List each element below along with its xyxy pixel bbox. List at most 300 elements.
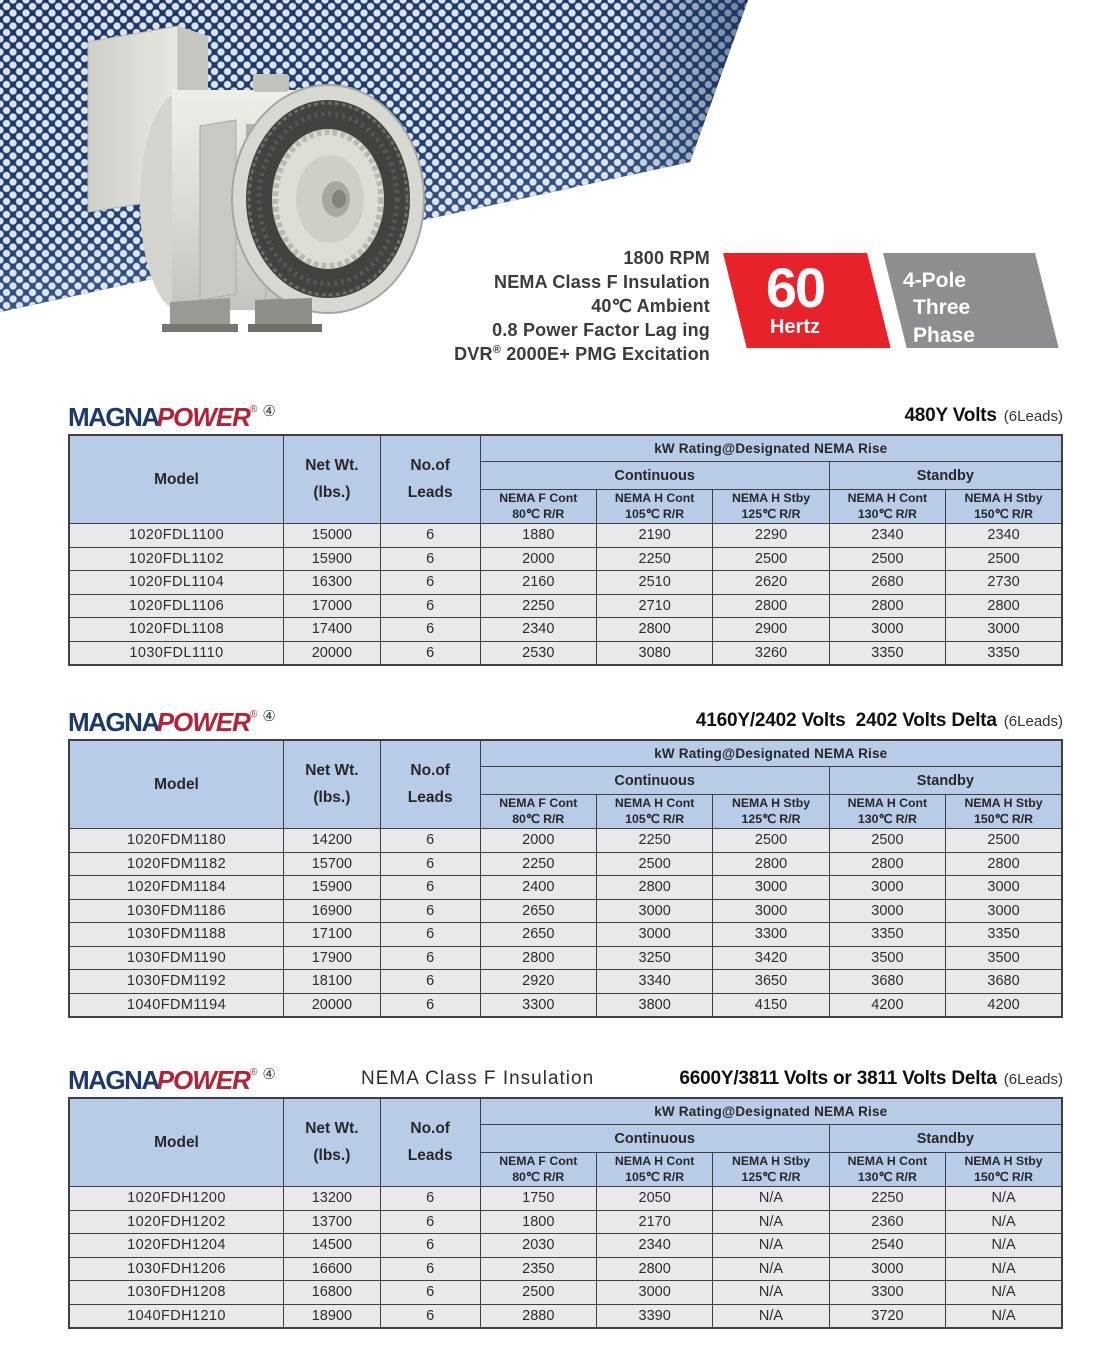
- temp-rise-line: 150℃ R/R: [974, 506, 1033, 521]
- rating-cell: 20000: [283, 641, 380, 665]
- rating-cell: 1750: [480, 1187, 596, 1211]
- rating-cell: 2880: [480, 1304, 596, 1328]
- rating-cell: 2160: [480, 571, 596, 595]
- table-block-header: [68, 1057, 1063, 1093]
- magnapower-logo: [68, 404, 276, 430]
- spec-line-ambient: 40℃ Ambient: [591, 296, 710, 316]
- rating-cell: 3800: [596, 993, 712, 1017]
- rating-cell: 3390: [596, 1304, 712, 1328]
- rating-cell: 18100: [283, 970, 380, 994]
- rating-cell: 2530: [480, 641, 596, 665]
- kw-rating-header: kW Rating@Designated NEMA Rise: [480, 740, 1062, 767]
- leads-line1: No.of: [410, 457, 450, 475]
- rating-cell: 6: [380, 1304, 480, 1328]
- rating-cell: 17100: [283, 923, 380, 947]
- rating-cell: 6: [380, 876, 480, 900]
- rating-cell: 6: [380, 524, 480, 548]
- rating-cell: 6: [380, 899, 480, 923]
- rating-cell: N/A: [713, 1187, 829, 1211]
- net-weight-line1: Net Wt.: [305, 1120, 359, 1138]
- rating-cell: 3000: [946, 899, 1062, 923]
- rating-cell: N/A: [713, 1210, 829, 1234]
- rating-cell: 2800: [829, 594, 945, 618]
- rating-cell: N/A: [946, 1304, 1062, 1328]
- spec-table: [68, 739, 1063, 1018]
- hertz-unit: Hertz: [769, 315, 820, 338]
- rating-cell: 20000: [283, 993, 380, 1017]
- table-row: [69, 993, 1062, 1017]
- rating-cell: 13200: [283, 1187, 380, 1211]
- rating-column-header: [946, 490, 1062, 524]
- rating-cell: 18900: [283, 1304, 380, 1328]
- rating-cell: 2500: [713, 547, 829, 571]
- table-title: [696, 710, 1063, 735]
- rating-cell: 3350: [946, 923, 1062, 947]
- rating-cell: 17900: [283, 946, 380, 970]
- rating-cell: 4150: [713, 993, 829, 1017]
- rating-column-header: [829, 1153, 945, 1187]
- rating-cell: 3300: [713, 923, 829, 947]
- rating-cell: 2340: [480, 618, 596, 642]
- rating-cell: 2500: [480, 1281, 596, 1305]
- rating-cell: 2340: [596, 1234, 712, 1258]
- rating-column-header: [713, 795, 829, 829]
- model-cell: 1030FDL1110: [69, 641, 283, 665]
- temp-rise-line: 125℃ R/R: [741, 506, 801, 521]
- model-cell: 1030FDM1186: [69, 899, 283, 923]
- table-row: [69, 1234, 1062, 1258]
- model-cell: 1020FDM1182: [69, 852, 283, 876]
- rating-cell: 2290: [713, 524, 829, 548]
- rating-cell: 2650: [480, 899, 596, 923]
- spec-line-power-factor: 0.8 Power Factor Lag ing: [492, 320, 710, 340]
- hertz-value: 60: [765, 256, 825, 320]
- model-cell: 1020FDH1204: [69, 1234, 283, 1258]
- rating-cell: 3680: [829, 970, 945, 994]
- table-row: [69, 594, 1062, 618]
- rating-cell: 2250: [596, 829, 712, 853]
- table-row: [69, 970, 1062, 994]
- rating-cell: 3350: [946, 641, 1062, 665]
- rating-column-header: [946, 795, 1062, 829]
- rating-cell: 2680: [829, 571, 945, 595]
- spec-line-insulation: NEMA Class F Insulation: [494, 272, 710, 292]
- rating-cell: N/A: [946, 1234, 1062, 1258]
- rating-cell: 2800: [596, 1257, 712, 1281]
- table-row: [69, 1281, 1062, 1305]
- rating-cell: 3350: [829, 923, 945, 947]
- rating-cell: N/A: [713, 1304, 829, 1328]
- rating-cell: 16300: [283, 571, 380, 595]
- rating-cell: 2500: [829, 547, 945, 571]
- rating-cell: 15900: [283, 547, 380, 571]
- rating-cell: 2340: [829, 524, 945, 548]
- rating-cell: 3000: [713, 876, 829, 900]
- rating-cell: 2510: [596, 571, 712, 595]
- rating-cell: 2190: [596, 524, 712, 548]
- rating-cell: 2250: [829, 1187, 945, 1211]
- nema-class-line: NEMA H Cont: [847, 1154, 928, 1169]
- temp-rise-line: 125℃ R/R: [741, 1169, 801, 1184]
- rating-column-header: [596, 795, 712, 829]
- temp-rise-line: 105℃ R/R: [625, 506, 685, 521]
- column-header-leads: [380, 1098, 480, 1187]
- rating-cell: 6: [380, 946, 480, 970]
- rating-cell: 2500: [829, 829, 945, 853]
- phase-label: Three Phase: [913, 296, 975, 347]
- rating-cell: 6: [380, 547, 480, 571]
- rating-cell: 2250: [480, 594, 596, 618]
- rating-cell: 3000: [713, 899, 829, 923]
- rating-cell: 2350: [480, 1257, 596, 1281]
- rating-cell: 2730: [946, 571, 1062, 595]
- rating-cell: 3650: [713, 970, 829, 994]
- rating-cell: 15700: [283, 852, 380, 876]
- mounting-foot: [255, 298, 312, 328]
- spec-line-rpm: 1800 RPM: [623, 248, 710, 268]
- model-cell: 1020FDL1100: [69, 524, 283, 548]
- rating-cell: N/A: [946, 1187, 1062, 1211]
- rating-cell: 13700: [283, 1210, 380, 1234]
- rating-cell: 6: [380, 641, 480, 665]
- temp-rise-line: 80℃ R/R: [512, 1169, 565, 1184]
- continuous-header: Continuous: [480, 1125, 829, 1153]
- column-header-net-weight: [283, 740, 380, 829]
- rating-cell: 2170: [596, 1210, 712, 1234]
- hertz-badge: [723, 253, 891, 348]
- rating-cell: N/A: [713, 1281, 829, 1305]
- rating-cell: 3420: [713, 946, 829, 970]
- rating-cell: N/A: [713, 1234, 829, 1258]
- column-header-model: Model: [69, 1098, 283, 1187]
- table-block-header: [68, 394, 1063, 430]
- model-cell: 1030FDM1190: [69, 946, 283, 970]
- footnote-mark: ④: [262, 708, 276, 725]
- model-cell: 1020FDL1104: [69, 571, 283, 595]
- standby-header: Standby: [829, 1125, 1062, 1153]
- column-header-net-weight: [283, 1098, 380, 1187]
- model-cell: 1030FDH1206: [69, 1257, 283, 1281]
- rating-cell: 3000: [946, 618, 1062, 642]
- table-row: [69, 946, 1062, 970]
- rating-cell: 6: [380, 829, 480, 853]
- temp-rise-line: 105℃ R/R: [625, 1169, 685, 1184]
- pole-phase-badge: [883, 253, 1059, 348]
- rating-cell: 14200: [283, 829, 380, 853]
- rating-cell: 2000: [480, 829, 596, 853]
- table-row: [69, 1187, 1062, 1211]
- net-weight-line1: Net Wt.: [305, 762, 359, 780]
- rating-cell: 2710: [596, 594, 712, 618]
- nema-class-line: NEMA H Cont: [614, 491, 695, 506]
- rating-cell: 2800: [596, 876, 712, 900]
- continuous-header: Continuous: [480, 767, 829, 795]
- rating-cell: 2000: [480, 547, 596, 571]
- rating-cell: 3000: [946, 876, 1062, 900]
- table-row: [69, 524, 1062, 548]
- spec-table: [68, 1097, 1063, 1329]
- table-section-4160y: [68, 699, 1063, 1018]
- leads-line1: No.of: [410, 1120, 450, 1138]
- net-weight-line2: (lbs.): [313, 484, 351, 501]
- pole-label: 4-Pole: [903, 269, 967, 292]
- mounting-foot: [170, 298, 230, 328]
- net-weight-line2: (lbs.): [313, 1147, 351, 1164]
- rating-cell: 17400: [283, 618, 380, 642]
- rating-cell: 6: [380, 923, 480, 947]
- rating-cell: 2620: [713, 571, 829, 595]
- registered-mark: ®: [249, 1067, 258, 1078]
- rating-column-header: [480, 795, 596, 829]
- rating-cell: 3080: [596, 641, 712, 665]
- rating-cell: 1880: [480, 524, 596, 548]
- rating-cell: 2540: [829, 1234, 945, 1258]
- rating-cell: 3260: [713, 641, 829, 665]
- magnapower-logo: [68, 1067, 276, 1093]
- table-row: [69, 1210, 1062, 1234]
- rating-column-header: [829, 795, 945, 829]
- model-cell: 1020FDM1180: [69, 829, 283, 853]
- rating-cell: 3000: [829, 876, 945, 900]
- rating-cell: 6: [380, 993, 480, 1017]
- generator-photo: [50, 6, 435, 338]
- rating-cell: N/A: [946, 1281, 1062, 1305]
- logo-text-magna: MAGNA: [68, 1065, 159, 1095]
- registered-mark: ®: [492, 344, 502, 356]
- table-title-leads: (6Leads): [1003, 408, 1063, 425]
- footnote-mark: ④: [262, 1066, 276, 1083]
- rating-cell: 6: [380, 1234, 480, 1258]
- rating-column-header: [480, 490, 596, 524]
- rating-cell: 16600: [283, 1257, 380, 1281]
- shaft: [332, 190, 346, 208]
- spec-summary: [454, 246, 710, 366]
- rating-cell: 2900: [713, 618, 829, 642]
- logo-text-power: POWER: [156, 707, 250, 737]
- leads-line1: No.of: [410, 762, 450, 780]
- rating-cell: 2800: [596, 618, 712, 642]
- rating-cell: 1800: [480, 1210, 596, 1234]
- table-title: [904, 405, 1063, 430]
- nema-class-line: NEMA H Cont: [614, 1154, 695, 1169]
- table-row: [69, 571, 1062, 595]
- rating-cell: 3340: [596, 970, 712, 994]
- rating-column-header: [480, 1153, 596, 1187]
- rating-cell: 16800: [283, 1281, 380, 1305]
- rating-cell: 3500: [829, 946, 945, 970]
- model-cell: 1020FDL1108: [69, 618, 283, 642]
- logo-text-magna: MAGNA: [68, 402, 159, 432]
- standby-header: Standby: [829, 462, 1062, 490]
- nema-class-line: NEMA F Cont: [499, 796, 578, 811]
- rating-cell: 3350: [829, 641, 945, 665]
- rating-cell: 3000: [596, 923, 712, 947]
- rating-cell: 2800: [713, 594, 829, 618]
- rating-cell: 16900: [283, 899, 380, 923]
- rating-cell: 2250: [596, 547, 712, 571]
- rating-cell: 2800: [713, 852, 829, 876]
- temp-rise-line: 150℃ R/R: [974, 1169, 1033, 1184]
- column-header-leads: [380, 435, 480, 524]
- rating-cell: 2500: [713, 829, 829, 853]
- model-cell: 1020FDH1200: [69, 1187, 283, 1211]
- nema-class-line: NEMA F Cont: [499, 491, 578, 506]
- registered-mark: ®: [249, 404, 258, 415]
- kw-rating-header: kW Rating@Designated NEMA Rise: [480, 435, 1062, 462]
- footnote-mark: ④: [262, 403, 276, 420]
- rating-cell: 3000: [596, 1281, 712, 1305]
- table-row: [69, 876, 1062, 900]
- registered-mark: ®: [249, 709, 258, 720]
- rating-cell: 15000: [283, 524, 380, 548]
- rating-cell: 6: [380, 1257, 480, 1281]
- temp-rise-line: 150℃ R/R: [974, 811, 1033, 826]
- model-cell: 1020FDM1184: [69, 876, 283, 900]
- rating-column-header: [829, 490, 945, 524]
- insulation-note: NEMA Class F Insulation: [361, 1068, 595, 1089]
- logo-text-power: POWER: [156, 402, 250, 432]
- table-row: [69, 1304, 1062, 1328]
- model-cell: 1020FDH1202: [69, 1210, 283, 1234]
- rating-cell: 3500: [946, 946, 1062, 970]
- model-cell: 1020FDL1102: [69, 547, 283, 571]
- rating-column-header: [713, 1153, 829, 1187]
- table-row: [69, 899, 1062, 923]
- magnapower-logo: [68, 709, 276, 735]
- rating-cell: 3300: [829, 1281, 945, 1305]
- nema-class-line: NEMA H Cont: [847, 491, 928, 506]
- model-cell: 1020FDL1106: [69, 594, 283, 618]
- column-header-model: Model: [69, 435, 283, 524]
- nema-class-line: NEMA H Stby: [731, 1154, 811, 1169]
- rating-column-header: [713, 490, 829, 524]
- nema-class-line: NEMA H Cont: [614, 796, 695, 811]
- model-cell: 1030FDM1192: [69, 970, 283, 994]
- rating-cell: 2030: [480, 1234, 596, 1258]
- rating-cell: 2360: [829, 1210, 945, 1234]
- table-title-main: 4160Y/2402 Volts 2402 Volts Delta: [695, 710, 997, 731]
- rating-cell: 4200: [946, 993, 1062, 1017]
- rating-cell: 4200: [829, 993, 945, 1017]
- model-cell: 1040FDH1210: [69, 1304, 283, 1328]
- rating-cell: 14500: [283, 1234, 380, 1258]
- table-row: [69, 829, 1062, 853]
- model-cell: 1030FDM1188: [69, 923, 283, 947]
- rating-cell: 3250: [596, 946, 712, 970]
- column-header-leads: [380, 740, 480, 829]
- rating-cell: N/A: [713, 1257, 829, 1281]
- leads-line2: Leads: [407, 484, 453, 501]
- table-block-header: [68, 699, 1063, 735]
- leads-line2: Leads: [407, 1147, 453, 1164]
- rating-column-header: [596, 1153, 712, 1187]
- rating-cell: 3000: [829, 1257, 945, 1281]
- rating-cell: N/A: [946, 1257, 1062, 1281]
- rating-cell: 17000: [283, 594, 380, 618]
- temp-rise-line: 80℃ R/R: [512, 811, 565, 826]
- table-row: [69, 852, 1062, 876]
- rating-cell: 2500: [946, 547, 1062, 571]
- rating-cell: 6: [380, 618, 480, 642]
- net-weight-line1: Net Wt.: [305, 457, 359, 475]
- table-row: [69, 1257, 1062, 1281]
- table-row: [69, 641, 1062, 665]
- temp-rise-line: 125℃ R/R: [741, 811, 801, 826]
- rating-cell: 2800: [946, 594, 1062, 618]
- rating-cell: 2650: [480, 923, 596, 947]
- lifting-lug: [253, 74, 289, 92]
- rating-cell: 3000: [596, 899, 712, 923]
- column-header-net-weight: [283, 435, 380, 524]
- table-row: [69, 547, 1062, 571]
- net-weight-line2: (lbs.): [313, 789, 351, 806]
- rating-cell: 2500: [596, 852, 712, 876]
- standby-header: Standby: [829, 767, 1062, 795]
- column-header-model: Model: [69, 740, 283, 829]
- temp-rise-line: 130℃ R/R: [857, 506, 917, 521]
- rating-cell: 2800: [480, 946, 596, 970]
- table-row: [69, 923, 1062, 947]
- table-section-480y: [68, 394, 1063, 666]
- continuous-header: Continuous: [480, 462, 829, 490]
- rating-cell: N/A: [946, 1210, 1062, 1234]
- logo-text-power: POWER: [156, 1065, 250, 1095]
- table-row: [69, 618, 1062, 642]
- temp-rise-line: 130℃ R/R: [857, 811, 917, 826]
- logo-text-magna: MAGNA: [68, 707, 159, 737]
- nema-class-line: NEMA F Cont: [499, 1154, 578, 1169]
- rating-cell: 2250: [480, 852, 596, 876]
- nema-class-line: NEMA H Stby: [731, 796, 811, 811]
- table-title-leads: (6Leads): [1003, 713, 1063, 730]
- rating-cell: 6: [380, 1210, 480, 1234]
- table-title: [679, 1068, 1063, 1093]
- rating-cell: 3680: [946, 970, 1062, 994]
- rating-cell: 15900: [283, 876, 380, 900]
- rating-cell: 2400: [480, 876, 596, 900]
- rating-cell: 2340: [946, 524, 1062, 548]
- spec-table: [68, 434, 1063, 666]
- model-cell: 1040FDM1194: [69, 993, 283, 1017]
- rating-cell: 6: [380, 571, 480, 595]
- table-title-main: 480Y Volts: [904, 405, 997, 426]
- rating-cell: 6: [380, 1187, 480, 1211]
- rating-cell: 2920: [480, 970, 596, 994]
- rating-cell: 2800: [829, 852, 945, 876]
- rating-cell: 2800: [946, 852, 1062, 876]
- nema-class-line: NEMA H Cont: [847, 796, 928, 811]
- kw-rating-header: kW Rating@Designated NEMA Rise: [480, 1098, 1062, 1125]
- table-title-main: 6600Y/3811 Volts or 3811 Volts Delta: [679, 1068, 997, 1089]
- rating-column-header: [596, 490, 712, 524]
- rating-cell: 2050: [596, 1187, 712, 1211]
- nema-class-line: NEMA H Stby: [964, 491, 1043, 506]
- rating-cell: 3000: [829, 618, 945, 642]
- temp-rise-line: 130℃ R/R: [857, 1169, 917, 1184]
- temp-rise-line: 105℃ R/R: [625, 811, 685, 826]
- leads-line2: Leads: [407, 789, 453, 806]
- model-cell: 1030FDH1208: [69, 1281, 283, 1305]
- nema-class-line: NEMA H Stby: [731, 491, 811, 506]
- nema-class-line: NEMA H Stby: [964, 1154, 1043, 1169]
- rating-column-header: [946, 1153, 1062, 1187]
- rating-cell: 2500: [946, 829, 1062, 853]
- temp-rise-line: 80℃ R/R: [512, 506, 565, 521]
- rating-cell: 3720: [829, 1304, 945, 1328]
- rating-cell: 6: [380, 594, 480, 618]
- table-title-leads: (6Leads): [1003, 1071, 1063, 1088]
- spec-line-excitation: DVR® 2000E+ PMG Excitation: [454, 344, 710, 364]
